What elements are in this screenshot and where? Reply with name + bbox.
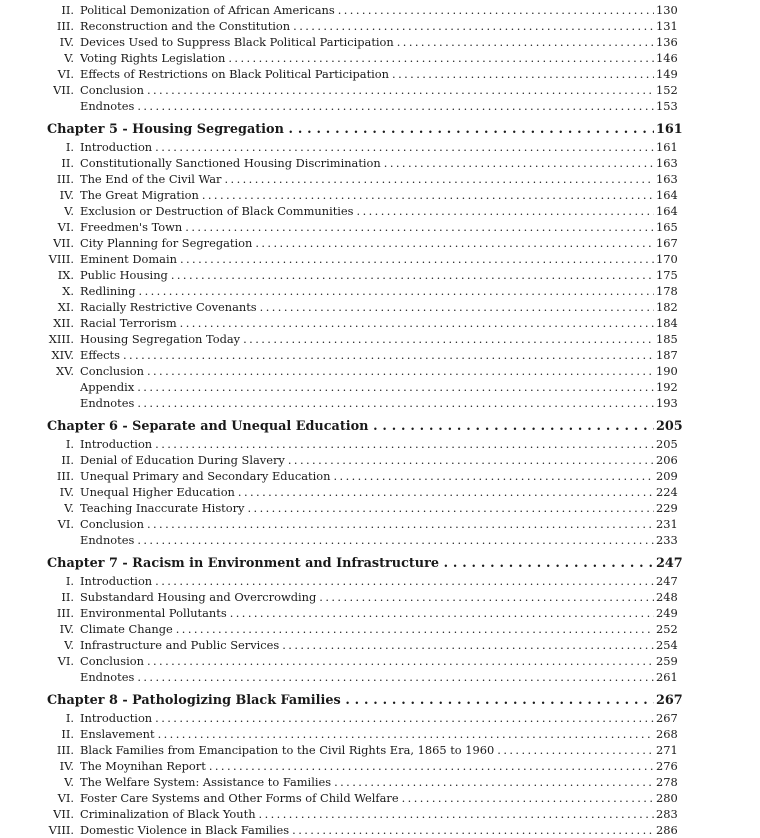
toc-entry-title: Infrastructure and Public Services . . . [80, 637, 708, 653]
toc-entry-number: IV. [59, 485, 74, 499]
toc-entry-number: VIII. [48, 823, 74, 837]
toc-entry-title: Environmental Pollutants . . . [80, 605, 708, 621]
toc-page-number: 175 [654, 267, 708, 283]
toc-page-number: 192 [654, 379, 708, 395]
toc-page-number: 153 [654, 98, 708, 114]
toc-page-number: 206 [654, 452, 708, 468]
toc-entry-title: Housing Segregation Today . . . [80, 331, 708, 347]
toc-section-entry[interactable] [0, 806, 760, 822]
toc-page-number: 184 [654, 315, 708, 331]
toc-page-number: 252 [654, 621, 708, 637]
toc-section-entry[interactable] [0, 235, 760, 251]
toc-page-number: 187 [654, 347, 708, 363]
toc-section-entry[interactable] [0, 50, 760, 66]
toc-section-entry[interactable] [0, 669, 760, 685]
toc-entry-number: II. [61, 156, 74, 170]
toc-page-number: 170 [654, 251, 708, 267]
toc-section-entry[interactable] [0, 315, 760, 331]
toc-entry-number: IV. [59, 188, 74, 202]
toc-entry-number: V. [64, 638, 74, 652]
toc-page-number: 165 [654, 219, 708, 235]
toc-entry-number: IV. [59, 759, 74, 773]
toc-entry-number: V. [64, 501, 74, 515]
toc-page-number: 286 [654, 822, 708, 838]
toc-page-number: 182 [654, 299, 708, 315]
toc-entry-number: IV. [59, 35, 74, 49]
toc-page-number: 276 [654, 758, 708, 774]
toc-section-entry[interactable] [0, 605, 760, 621]
toc-page-number: 185 [654, 331, 708, 347]
toc-section-entry[interactable] [0, 203, 760, 219]
toc-page-number: 254 [654, 637, 708, 653]
toc-section-entry[interactable] [0, 758, 760, 774]
toc-section-entry[interactable] [0, 331, 760, 347]
toc-page-number: 149 [654, 66, 708, 82]
toc-entry-number: II. [61, 3, 74, 17]
toc-page-number: 131 [654, 18, 708, 34]
toc-page-number: 163 [654, 155, 708, 171]
toc-section-entry[interactable] [0, 251, 760, 267]
toc-entry-number: VI. [57, 654, 74, 668]
toc-section-entry[interactable] [0, 283, 760, 299]
toc-section-entry[interactable] [0, 790, 760, 806]
toc-page-number: 193 [654, 395, 708, 411]
toc-page-number: 163 [654, 171, 708, 187]
toc-section-entry[interactable] [0, 18, 760, 34]
toc-section-entry[interactable] [0, 347, 760, 363]
toc-page-number: 209 [654, 468, 708, 484]
toc-entry-title: Endnotes . . . [80, 669, 708, 685]
toc-section-entry[interactable] [0, 710, 760, 726]
toc-entry-title: Substandard Housing and Overcrowding . . . [80, 589, 708, 605]
toc-entry-number: III. [56, 743, 74, 757]
toc-entry-number: VII. [53, 83, 74, 97]
toc-page-number: 278 [654, 774, 708, 790]
toc-entry-title: The Moynihan Report . . . [80, 758, 708, 774]
toc-entry-title: Endnotes . . . [80, 532, 708, 548]
toc-section-entry[interactable] [0, 653, 760, 669]
toc-chapter-title: Chapter 6 - Separate and Unequal Education . . . [47, 417, 708, 436]
toc-section-entry[interactable] [0, 774, 760, 790]
toc-entry-number: V. [64, 775, 74, 789]
toc-entry-number: II. [61, 727, 74, 741]
toc-entry-title: The End of the Civil War . . . [80, 171, 708, 187]
toc-section-entry[interactable] [0, 219, 760, 235]
toc-section-entry[interactable] [0, 500, 760, 516]
toc-section-entry[interactable] [0, 66, 760, 82]
toc-section-entry[interactable] [0, 395, 760, 411]
toc-page-number: 161 [654, 120, 708, 139]
toc-chapter-entry[interactable] [0, 417, 760, 436]
toc-entry-number: II. [61, 590, 74, 604]
toc-section-entry[interactable] [0, 726, 760, 742]
toc-entry-number: III. [56, 172, 74, 186]
toc-entry-title: Domestic Violence in Black Families . . . [80, 822, 708, 838]
toc-entry-number: I. [65, 574, 74, 588]
toc-section-entry[interactable] [0, 822, 760, 838]
toc-entry-number: III. [56, 606, 74, 620]
toc-entry-title: Effects . . . [80, 347, 708, 363]
toc-page-number: 280 [654, 790, 708, 806]
toc-entry-number: I. [65, 140, 74, 154]
toc-entry-number: XIII. [48, 332, 74, 346]
toc-page-number: 267 [654, 691, 708, 710]
toc-section-entry[interactable] [0, 155, 760, 171]
table-of-contents [0, 2, 760, 838]
toc-entry-number: IV. [59, 622, 74, 636]
toc-entry-title: Racial Terrorism . . . [80, 315, 708, 331]
toc-page-number: 233 [654, 532, 708, 548]
toc-entry-number: VI. [57, 517, 74, 531]
toc-section-entry[interactable] [0, 363, 760, 379]
toc-entry-title: Endnotes . . . [80, 395, 708, 411]
toc-entry-title: Conclusion . . . [80, 653, 708, 669]
toc-page-number: 136 [654, 34, 708, 50]
toc-entry-number: VIII. [48, 252, 74, 266]
toc-chapter-entry[interactable] [0, 120, 760, 139]
toc-entry-title: Black Families from Emancipation to the Civil Rights Era, 1865 to 1960 . . . [80, 742, 708, 758]
toc-entry-number: VI. [57, 220, 74, 234]
toc-page-number: 267 [654, 710, 708, 726]
toc-section-entry[interactable] [0, 187, 760, 203]
toc-entry-number: IX. [57, 268, 74, 282]
toc-page-number: 259 [654, 653, 708, 669]
toc-entry-title: Appendix . . . [80, 379, 708, 395]
toc-entry-number: III. [56, 469, 74, 483]
toc-page-number: 205 [654, 436, 708, 452]
toc-page-number: 247 [654, 573, 708, 589]
toc-section-entry[interactable] [0, 379, 760, 395]
toc-page-number: 229 [654, 500, 708, 516]
toc-section-entry[interactable] [0, 621, 760, 637]
toc-entry-title: Political Demonization of African Americans . . . [80, 2, 708, 18]
toc-entry-number: VII. [53, 236, 74, 250]
toc-section-entry[interactable] [0, 742, 760, 758]
toc-entry-number: VI. [57, 67, 74, 81]
toc-entry-title: The Welfare System: Assistance to Families . . . [80, 774, 708, 790]
toc-entry-number: III. [56, 19, 74, 33]
toc-page-number: 247 [654, 554, 708, 573]
toc-section-entry[interactable] [0, 299, 760, 315]
toc-entry-title: Introduction . . . [80, 573, 708, 589]
toc-entry-number: I. [65, 711, 74, 725]
toc-entry-title: Introduction . . . [80, 139, 708, 155]
toc-page-number: 130 [654, 2, 708, 18]
toc-entry-title: The Great Migration . . . [80, 187, 708, 203]
toc-entry-number: VII. [53, 807, 74, 821]
toc-section-entry[interactable] [0, 2, 760, 18]
toc-entry-title: Conclusion . . . [80, 82, 708, 98]
toc-page-number: 178 [654, 283, 708, 299]
toc-entry-title: Introduction . . . [80, 436, 708, 452]
toc-entry-title: Exclusion or Destruction of Black Communities . . . [80, 203, 708, 219]
toc-entry-title: Unequal Primary and Secondary Education . . . [80, 468, 708, 484]
toc-section-entry[interactable] [0, 484, 760, 500]
toc-page-number: 271 [654, 742, 708, 758]
toc-entry-number: V. [64, 204, 74, 218]
toc-chapter-title: Chapter 5 - Housing Segregation . . . [47, 120, 708, 139]
toc-section-entry[interactable] [0, 82, 760, 98]
toc-page-number: 224 [654, 484, 708, 500]
toc-entry-number: XI. [57, 300, 74, 314]
toc-page-number: 248 [654, 589, 708, 605]
toc-entry-title: Reconstruction and the Constitution . . . [80, 18, 708, 34]
toc-entry-title: Denial of Education During Slavery . . . [80, 452, 708, 468]
toc-chapter-entry[interactable] [0, 691, 760, 710]
toc-page-number: 249 [654, 605, 708, 621]
toc-section-entry[interactable] [0, 436, 760, 452]
toc-section-entry[interactable] [0, 267, 760, 283]
toc-page-number: 164 [654, 187, 708, 203]
toc-entry-number: XII. [53, 316, 74, 330]
toc-entry-title: Endnotes . . . [80, 98, 708, 114]
toc-section-entry[interactable] [0, 468, 760, 484]
toc-entry-title: City Planning for Segregation . . . [80, 235, 708, 251]
toc-entry-title: Devices Used to Suppress Black Political Participation . . . [80, 34, 708, 50]
toc-entry-title: Foster Care Systems and Other Forms of Child Welfare . . . [80, 790, 708, 806]
toc-page-number: 231 [654, 516, 708, 532]
toc-entry-number: XIV. [51, 348, 74, 362]
toc-entry-title: Enslavement . . . [80, 726, 708, 742]
toc-entry-title: Voting Rights Legislation . . . [80, 50, 708, 66]
toc-entry-title: Introduction . . . [80, 710, 708, 726]
toc-entry-title: Constitutionally Sanctioned Housing Discrimination . . . [80, 155, 708, 171]
toc-entry-number: V. [64, 51, 74, 65]
toc-page-number: 164 [654, 203, 708, 219]
toc-entry-number: VI. [57, 791, 74, 805]
toc-entry-number: I. [65, 437, 74, 451]
toc-entry-title: Racially Restrictive Covenants . . . [80, 299, 708, 315]
toc-entry-title: Public Housing . . . [80, 267, 708, 283]
toc-chapter-title: Chapter 7 - Racism in Environment and Infrastructure . . . [47, 554, 708, 573]
toc-entry-title: Freedmen's Town . . . [80, 219, 708, 235]
toc-entry-title: Eminent Domain . . . [80, 251, 708, 267]
toc-page-number: 268 [654, 726, 708, 742]
toc-section-entry[interactable] [0, 637, 760, 653]
toc-page-number: 283 [654, 806, 708, 822]
toc-entry-title: Effects of Restrictions on Black Political Participation . . . [80, 66, 708, 82]
toc-entry-title: Unequal Higher Education . . . [80, 484, 708, 500]
toc-section-entry[interactable] [0, 516, 760, 532]
toc-entry-title: Redlining . . . [80, 283, 708, 299]
toc-entry-number: X. [62, 284, 74, 298]
toc-page-number: 146 [654, 50, 708, 66]
toc-section-entry[interactable] [0, 139, 760, 155]
toc-entry-number: II. [61, 453, 74, 467]
toc-page-number: 205 [654, 417, 708, 436]
toc-chapter-entry[interactable] [0, 554, 760, 573]
toc-section-entry[interactable] [0, 532, 760, 548]
toc-section-entry[interactable] [0, 452, 760, 468]
toc-entry-title: Conclusion . . . [80, 516, 708, 532]
toc-entry-title: Criminalization of Black Youth . . . [80, 806, 708, 822]
toc-entry-title: Climate Change . . . [80, 621, 708, 637]
toc-page-number: 152 [654, 82, 708, 98]
toc-entry-title: Teaching Inaccurate History . . . [80, 500, 708, 516]
toc-section-entry[interactable] [0, 98, 760, 114]
toc-page-number: 161 [654, 139, 708, 155]
toc-section-entry[interactable] [0, 34, 760, 50]
toc-page-number: 167 [654, 235, 708, 251]
toc-section-entry[interactable] [0, 589, 760, 605]
toc-entry-title: Conclusion . . . [80, 363, 708, 379]
toc-section-entry[interactable] [0, 171, 760, 187]
toc-section-entry[interactable] [0, 573, 760, 589]
toc-page-number: 190 [654, 363, 708, 379]
toc-entry-number: XV. [56, 364, 74, 378]
toc-page-number: 261 [654, 669, 708, 685]
toc-chapter-title: Chapter 8 - Pathologizing Black Families . . . [47, 691, 708, 710]
